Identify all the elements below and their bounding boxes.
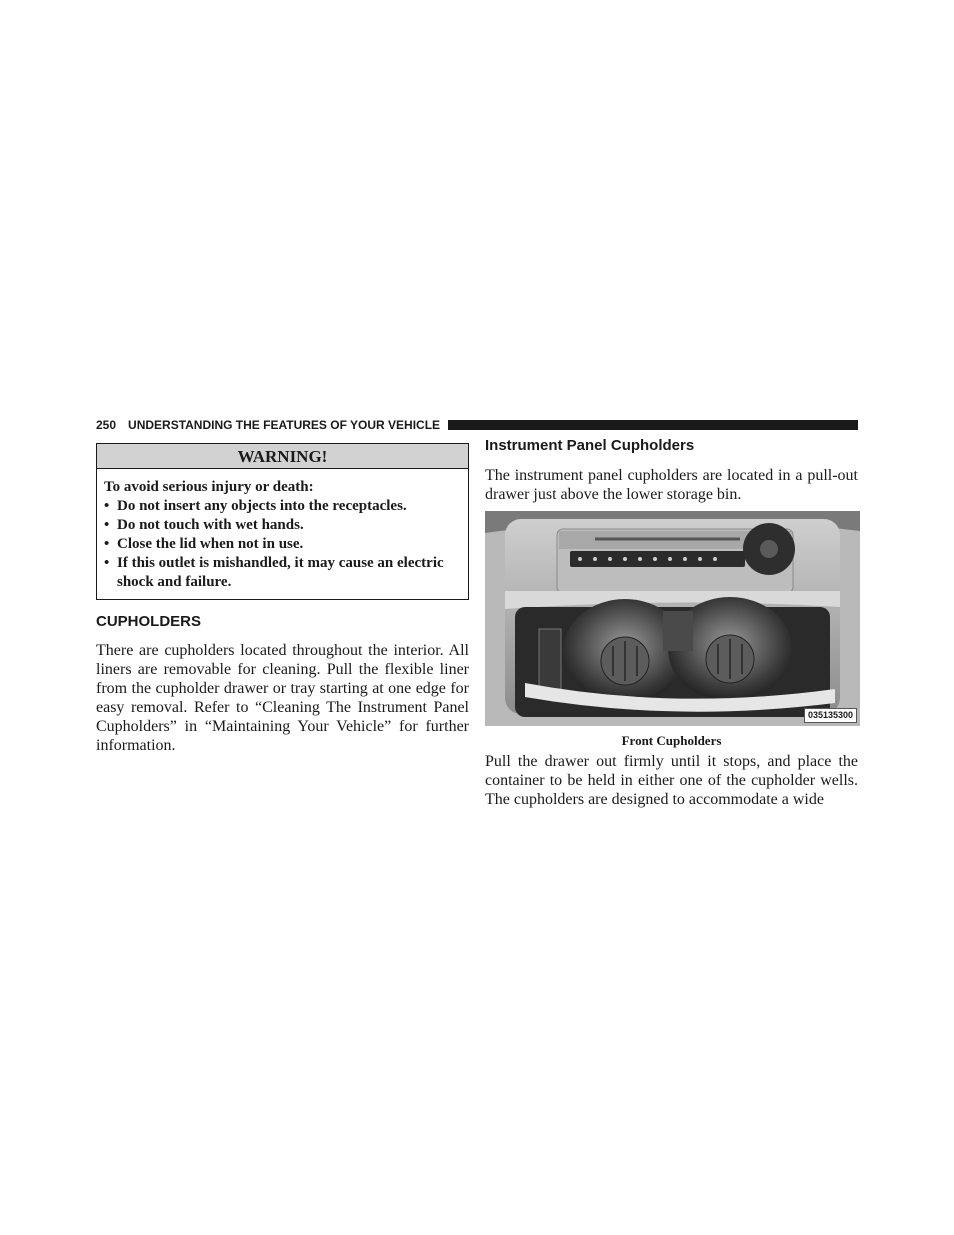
warning-item: • Close the lid when not in use. <box>104 535 462 554</box>
instrument-panel-paragraph: Pull the drawer out firmly until it stops, and place the container to be held in either one of the cupholder wells. The cupholders are designed to accommodate a wide <box>485 753 858 808</box>
front-cupholders-figure <box>485 511 860 726</box>
running-title: UNDERSTANDING THE FEATURES OF YOUR VEHICLE <box>128 418 441 432</box>
warning-box <box>96 443 469 600</box>
page-header <box>96 417 858 433</box>
warning-item: • Do not insert any objects into the receptacles. <box>104 497 462 516</box>
page-number: 250 <box>96 418 117 432</box>
warning-list <box>104 497 462 592</box>
instrument-panel-heading: Instrument Panel Cupholders <box>485 437 695 454</box>
warning-title: WARNING! <box>97 444 468 469</box>
right-column <box>485 437 858 809</box>
warning-item: • Do not touch with wet hands. <box>104 516 462 535</box>
cupholders-paragraph: There are cupholders located throughout the interior. All liners are removable for cleaning. Pull the flexible liner from the cupholder drawer or tray starting at one edge for easy removal. Refer to “Cleaning The Instrument Panel Cupholders” in “Maintaining Your Vehicle” for further information. <box>96 642 469 754</box>
header-rule <box>448 420 858 430</box>
warning-item: • If this outlet is mishandled, it may cause an electric shock and failure. <box>104 554 462 592</box>
left-column <box>96 443 469 755</box>
warning-body <box>97 469 468 599</box>
cupholder-illustration <box>485 511 860 726</box>
warning-intro: To avoid serious injury or death: <box>104 479 314 495</box>
figure-code: 035135300 <box>804 708 857 723</box>
instrument-panel-intro: The instrument panel cupholders are located in a pull-out drawer just above the lower storage bin. <box>485 467 858 503</box>
figure-caption: Front Cupholders <box>621 733 722 748</box>
cupholders-heading: CUPHOLDERS <box>96 613 202 630</box>
